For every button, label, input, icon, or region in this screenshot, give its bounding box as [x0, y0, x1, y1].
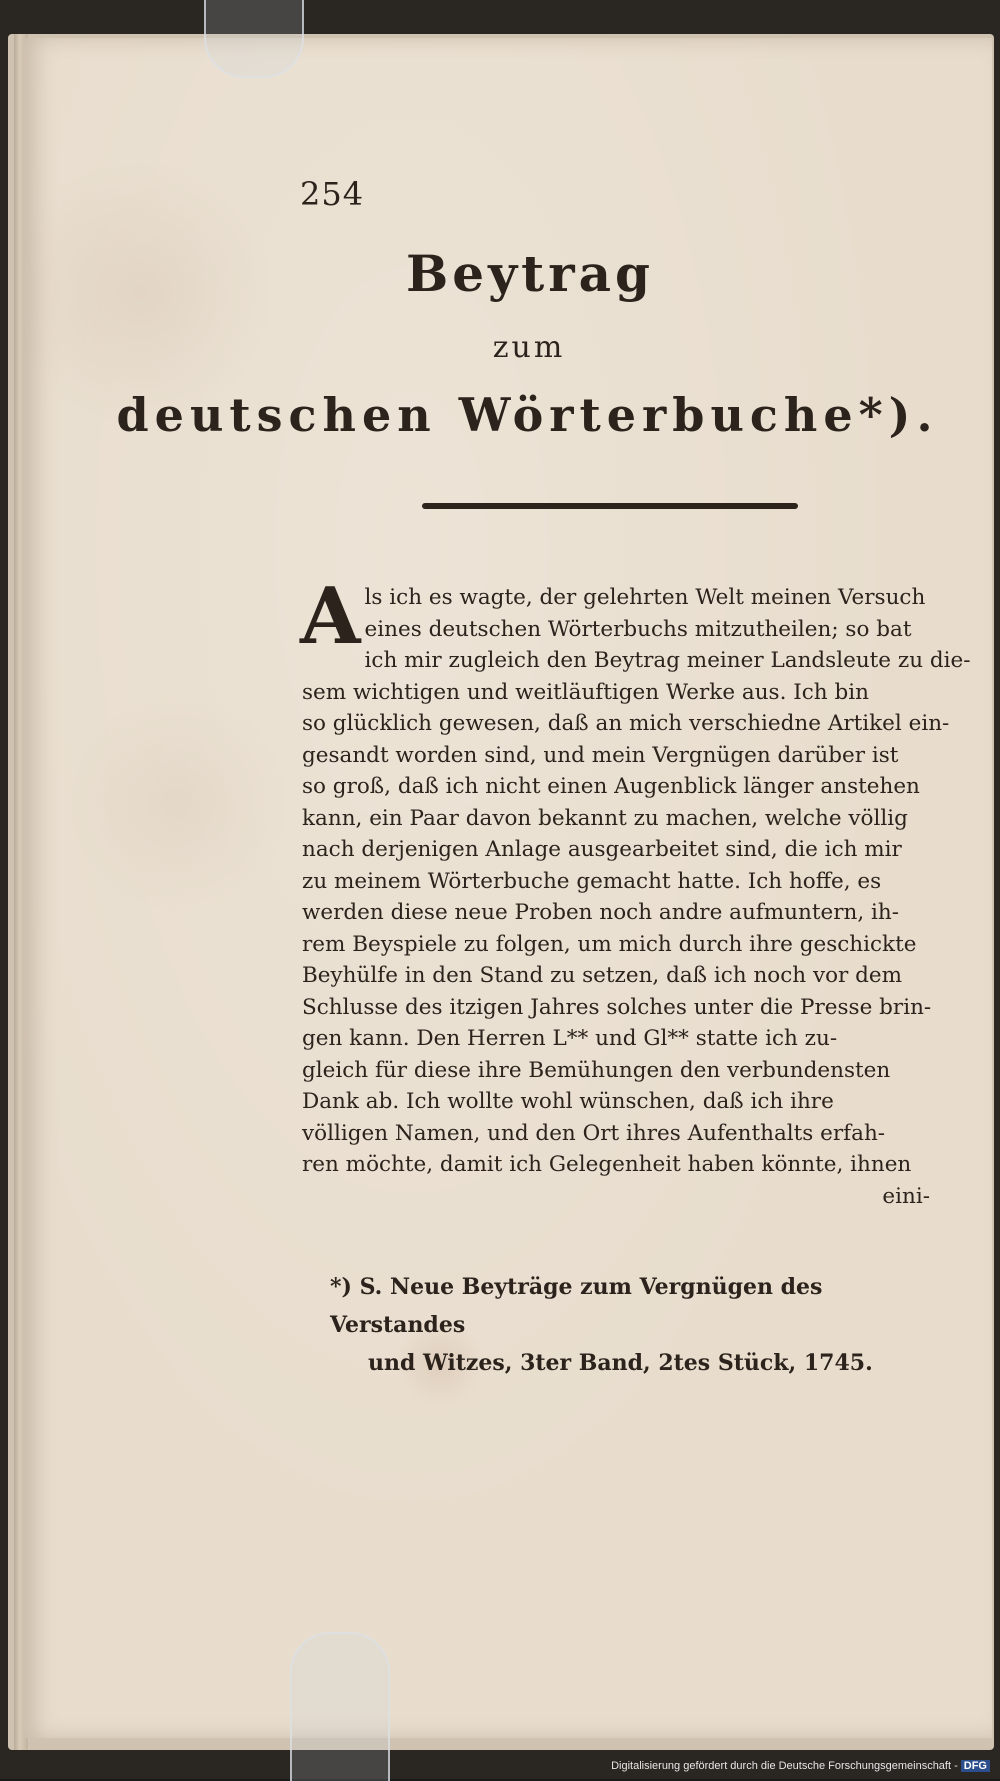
body-line: eines deutschen Wörterbuchs mitzutheilen; so bat: [364, 616, 912, 642]
drop-initial: A: [300, 571, 361, 662]
body-line: rem Beyspiele zu folgen, um mich durch ihre geschickte: [302, 931, 917, 957]
body-line: ich mir zugleich den Beytrag meiner Landsleute zu die-: [364, 648, 971, 673]
footnote-line: und Witzes, 3ter Band, 2tes Stück, 1745.: [368, 1350, 873, 1376]
body-line: zu meinem Wörterbuche gemacht hatte. Ich hoffe, es: [302, 868, 882, 894]
body-line: Beyhülfe in den Stand zu setzen, daß ich noch vor dem: [302, 963, 903, 988]
body-paragraph: [300, 571, 971, 1212]
body-line: gesandt worden sind, und mein Vergnügen darüber ist: [302, 742, 899, 768]
body-line: so glücklich gewesen, daß an mich verschiedne Artikel ein-: [302, 711, 950, 736]
footnote-line: *) S. Neue Beyträge zum Vergnügen des Verstandes: [330, 1274, 823, 1338]
footnote: [330, 1268, 940, 1382]
body-line: sem wichtigen und weitläuftigen Werke aus. Ich bin: [302, 679, 869, 705]
body-line: völligen Namen, und den Ort ihres Aufenthalts erfah-: [302, 1120, 886, 1146]
body-line: so groß, daß ich nicht einen Augenblick länger anstehen: [302, 774, 920, 799]
page-clip-bottom: [290, 1632, 390, 1781]
body-line: nach derjenigen Anlage ausgearbeitet sind, die ich mir: [302, 837, 902, 862]
subtitle-zum: zum: [492, 330, 566, 365]
dfg-logo: DFG: [961, 1760, 990, 1772]
body-line: gen kann. Den Herren L** und Gl** statte ich zu-: [302, 1026, 838, 1051]
digitization-credit: [611, 1760, 990, 1772]
page-clip-top: [204, 0, 304, 78]
credit-text: Digitalisierung gefördert durch die Deutsche Forschungsgemeinschaft -: [611, 1760, 958, 1772]
body-line: ls ich es wagte, der gelehrten Welt meinen Versuch: [364, 585, 926, 610]
body-line: kann, ein Paar davon bekannt zu machen, welche völlig: [302, 805, 908, 831]
body-line: Dank ab. Ich wollte wohl wünschen, daß ich ihre: [302, 1089, 834, 1114]
body-line: gleich für diese ihre Bemühungen den verbundensten: [302, 1057, 891, 1083]
page-title: Beytrag: [406, 244, 654, 303]
subtitle-main: deutschen Wörterbuche*).: [116, 388, 939, 442]
body-line: Schlusse des itzigen Jahres solches unter die Presse brin-: [302, 994, 932, 1020]
page-number: 254: [300, 175, 365, 213]
catchword: eini-: [882, 1183, 930, 1209]
title-rule: [422, 503, 798, 509]
body-line: ren möchte, damit ich Gelegenheit haben könnte, ihnen: [302, 1152, 912, 1177]
body-line: werden diese neue Proben noch andre aufmuntern, ih-: [302, 900, 899, 925]
